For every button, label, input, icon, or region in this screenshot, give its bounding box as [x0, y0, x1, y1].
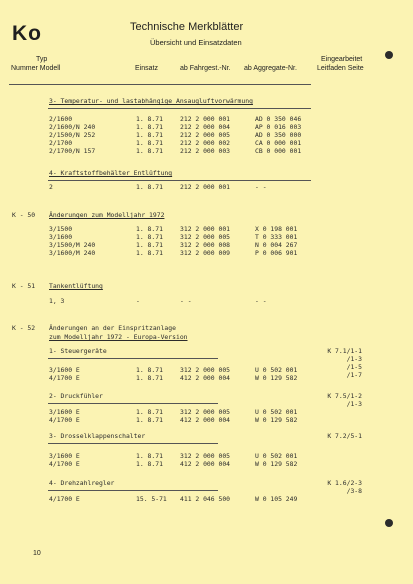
table-row-aggregate: W 0 129 582	[255, 416, 298, 424]
table-row-fahrgest: 412 2 000 004	[180, 416, 231, 424]
rule-line	[48, 358, 218, 359]
table-row-model: 2/1600	[49, 115, 73, 123]
table-row-aggregate: CB 0 000 001	[255, 147, 302, 155]
table-row-model: 3/1600 E	[49, 366, 80, 374]
table-row-aggregate: W 0 105 249	[255, 495, 298, 503]
punch-hole-top	[385, 51, 393, 59]
table-row-fahrgest: 212 2 000 002	[180, 139, 231, 147]
column-typ: Typ	[36, 56, 48, 63]
subsection-heading: 4- Drehzahlregler	[49, 479, 115, 487]
table-row-model: 4/1700 E	[49, 495, 80, 503]
table-row-fahrgest: 212 2 000 004	[180, 123, 231, 131]
table-row-fahrgest: 212 2 000 001	[180, 115, 231, 123]
column-fahrgest: ab Fahrgest.-Nr.	[180, 65, 231, 72]
table-row-model: 3/1600/M 240	[49, 249, 96, 257]
table-row-aggregate: - -	[255, 183, 267, 191]
section-number: K - 50	[12, 211, 36, 219]
subsection-heading: 1- Steuergeräte	[49, 347, 107, 355]
rule-line	[48, 108, 311, 109]
table-row-model: 3/1600 E	[49, 452, 80, 460]
table-row-fahrgest: 412 2 000 004	[180, 460, 231, 468]
table-row-aggregate: X 0 198 001	[255, 225, 298, 233]
leitfaden-ref: /1-5	[346, 363, 362, 371]
table-row-einsatz: 1. 8.71	[136, 366, 163, 374]
section-number: K - 52	[12, 324, 36, 332]
leitfaden-ref: /3-8	[346, 487, 362, 495]
table-row-aggregate: U 0 502 001	[255, 452, 298, 460]
table-row-einsatz: 1. 8.71	[136, 460, 163, 468]
table-row-fahrgest: 212 2 000 001	[180, 183, 231, 191]
table-row-einsatz: 1. 8.71	[136, 249, 163, 257]
table-row-fahrgest: 212 2 000 003	[180, 147, 231, 155]
table-row-model: 3/1600 E	[49, 408, 80, 416]
table-row-einsatz: 1. 8.71	[136, 408, 163, 416]
table-row-aggregate: AD 0 350 000	[255, 131, 302, 139]
table-row-fahrgest: 411 2 046 500	[180, 495, 231, 503]
column-leitfaden: Leitfaden Seite	[317, 65, 364, 72]
table-row-einsatz: 1. 8.71	[136, 183, 163, 191]
table-row-aggregate: W 0 129 582	[255, 374, 298, 382]
table-row-aggregate: - -	[255, 297, 267, 305]
table-row-model: 2/1700/N 157	[49, 147, 96, 155]
table-row-model: 3/1600	[49, 233, 73, 241]
table-row-model: 2	[49, 183, 53, 191]
leitfaden-ref: K 7.1/1-1	[327, 347, 362, 355]
table-row-fahrgest: 312 2 000 008	[180, 241, 231, 249]
table-row-model: 4/1700 E	[49, 460, 80, 468]
table-row-aggregate: U 0 502 001	[255, 408, 298, 416]
page-subtitle: Übersicht und Einsatzdaten	[150, 38, 242, 47]
table-row-einsatz: 15. 5-71	[136, 495, 167, 503]
section-heading: Änderungen zum Modelljahr 1972	[49, 211, 165, 219]
table-row-aggregate: T 0 333 001	[255, 233, 298, 241]
table-row-einsatz: 1. 8.71	[136, 139, 163, 147]
column-nummer-modell: Nummer Modell	[11, 65, 61, 72]
subsection-heading: 2- Druckfühler	[49, 392, 103, 400]
table-row-fahrgest: 312 2 000 005	[180, 408, 231, 416]
table-row-einsatz: 1. 8.71	[136, 241, 163, 249]
rule-line	[48, 180, 311, 181]
table-row-model: 2/1700	[49, 139, 73, 147]
table-row-fahrgest: 312 2 000 009	[180, 249, 231, 257]
table-row-fahrgest: 312 2 000 001	[180, 225, 231, 233]
section-heading: Tankentlüftung	[49, 282, 103, 290]
table-row-aggregate: AD 0 350 046	[255, 115, 302, 123]
leitfaden-ref: /1-3	[346, 400, 362, 408]
leitfaden-ref: K 1.6/2-3	[327, 479, 362, 487]
table-row-aggregate: U 0 502 001	[255, 366, 298, 374]
table-row-einsatz: 1. 8.71	[136, 131, 163, 139]
table-row-fahrgest: - -	[180, 297, 192, 305]
section-heading: 4- Kraftstoffbehälter Entlüftung	[49, 169, 173, 177]
column-eingearbeitet: Eingearbeitet	[321, 56, 363, 63]
table-row-fahrgest: 312 2 000 005	[180, 452, 231, 460]
table-row-einsatz: 1. 8.71	[136, 416, 163, 424]
table-row-aggregate: N 0 004 267	[255, 241, 298, 249]
subsection-heading: 3- Drosselklappenschalter	[49, 432, 146, 440]
table-row-fahrgest: 312 2 000 005	[180, 233, 231, 241]
column-aggregate: ab Aggregate-Nr.	[244, 65, 297, 72]
table-row-model: 2/1600/N 240	[49, 123, 96, 131]
table-row-einsatz: 1. 8.71	[136, 374, 163, 382]
table-row-aggregate: W 0 129 582	[255, 460, 298, 468]
section-number: K - 51	[12, 282, 36, 290]
rule-line	[48, 490, 218, 491]
table-row-einsatz: -	[136, 297, 140, 305]
ko-logo: Ko	[12, 22, 42, 45]
table-row-fahrgest: 312 2 000 005	[180, 366, 231, 374]
leitfaden-ref: K 7.2/5-1	[327, 432, 362, 440]
table-row-fahrgest: 212 2 000 005	[180, 131, 231, 139]
rule-line	[9, 84, 311, 85]
table-row-model: 3/1500/M 240	[49, 241, 96, 249]
page-title: Technische Merkblätter	[130, 21, 244, 33]
section-heading: 3- Temperatur- und lastabhängige Ansaugluftvorwärmung	[49, 97, 253, 105]
column-einsatz: Einsatz	[135, 65, 158, 72]
table-row-einsatz: 1. 8.71	[136, 225, 163, 233]
leitfaden-ref: /1-7	[346, 371, 362, 379]
rule-line	[48, 403, 218, 404]
table-row-model: 4/1700 E	[49, 374, 80, 382]
rule-line	[48, 443, 218, 444]
page-number: 10	[33, 550, 41, 557]
table-row-einsatz: 1. 8.71	[136, 123, 163, 131]
table-row-aggregate: AP 0 016 003	[255, 123, 302, 131]
table-row-model: 4/1700 E	[49, 416, 80, 424]
section-heading: zum Modelljahr 1972 - Europa-Version	[49, 333, 188, 341]
table-row-aggregate: P 0 006 901	[255, 249, 298, 257]
leitfaden-ref: K 7.5/1-2	[327, 392, 362, 400]
table-row-model: 3/1500	[49, 225, 73, 233]
table-row-einsatz: 1. 8.71	[136, 233, 163, 241]
table-row-fahrgest: 412 2 000 004	[180, 374, 231, 382]
table-row-einsatz: 1. 8.71	[136, 147, 163, 155]
table-row-model: 2/1500/N 252	[49, 131, 96, 139]
table-row-aggregate: CA 0 000 001	[255, 139, 302, 147]
table-row-model: 1, 3	[49, 297, 65, 305]
table-row-einsatz: 1. 8.71	[136, 115, 163, 123]
table-row-einsatz: 1. 8.71	[136, 452, 163, 460]
punch-hole-bottom	[385, 519, 393, 527]
section-heading: Änderungen an der Einspritzanlage	[49, 324, 176, 332]
leitfaden-ref: /1-3	[346, 355, 362, 363]
